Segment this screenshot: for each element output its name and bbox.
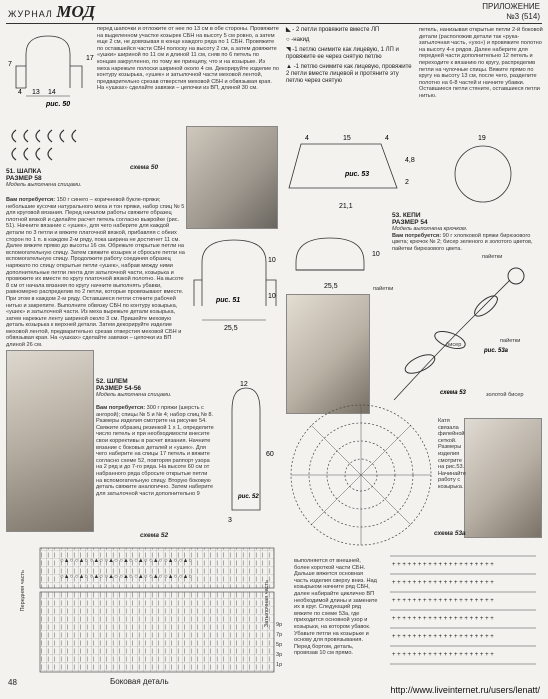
fig53-dim-4b: 4	[385, 135, 389, 142]
continued-instructions: петель, нанизывая открытые петли 2-й боковой детали (расположив детали так «рука-затылочная часть, «ухо») и провяжите полотно на высоту 4-х рядов. Далее наберите для передней части дополнительно 12 петель и переходите к вязанию по кругу, распределив петли на чулочные спицы. Вяжите прямо по кругу на высоту 13 см, после чего, разделите полотно на 6-8 частей и начните убавки. Оставшиеся петли стяните, оставшиеся петли нитью.	[419, 27, 543, 99]
svg-text:+ + + + + + + + + + + + + + +: + + + + + + + + + + + + + + + + + + + +	[392, 580, 494, 586]
brand-prefix: ЖУРНАЛ	[8, 9, 53, 19]
article-53-need: Вам потребуется:	[392, 232, 442, 239]
svg-text:+ + + + + + + + + + + + + + +: + + + + + + + + + + + + + + + + + + + +	[392, 598, 494, 604]
article-52-size: РАЗМЕР 54-56	[96, 385, 142, 392]
article-51-need: Вам потребуется:	[6, 197, 56, 203]
issue-header	[482, 2, 540, 22]
fig52-label: рис. 52	[238, 494, 259, 500]
photo-crochet-cap-model	[286, 294, 370, 414]
svg-text:+ + + + + + + + + + + + + + +: + + + + + + + + + + + + + + + + + + + +	[392, 634, 494, 640]
fig53-label: рис. 53	[345, 171, 370, 178]
chart52-row-labels	[276, 620, 282, 670]
fig52-dim-60: 60	[266, 451, 274, 458]
article-52-text: 300 г пряжи (шерсть с ангорой); спицы № 5 и № 4; набор спиц № 8. Размеры изделия смотрите на рисунке 54. Свяжите образец резинкой 1 х 1, определите число петель и при необходимости внесите свои коррективы в расчет вязания. Начните вязание с боковых деталей и «ушек». Для чего наберите на спицы 17 петель и вяжите согласно схеме 52, повторяя раппорт узора на 2 ряд и до 7-го ряда. На высоте 60 см от набранного ряда сбросьте открытые петли на вспомогательную спицу. Вторую боковую деталь свяжите аналогично. Затем наберите для затылочной части дополнительно 9	[96, 405, 214, 497]
header-rule	[6, 23, 542, 24]
row-label-5: 5р	[276, 642, 283, 648]
chart52-bottom-label: Боковая деталь	[110, 677, 169, 686]
figure-53	[285, 128, 435, 213]
scheme-52-label: схема 52	[140, 532, 169, 539]
fig50-dim-17: 17	[86, 55, 94, 62]
label-paetki-1: пайетки	[373, 286, 394, 292]
article-52-title: 52. ШЛЕМ	[96, 378, 128, 385]
article-53-instructions: выполняется от внешней, более короткой части СБН. Дальше вяжется основная часть изделия сверху вниз. Над козырьком начните ряд СБН, далее набирайте циклично ВП необходимой длины и замените их в круг. Следующий ряд вяжите по схеме 53а, где приходится основной узор и козырьки, на котором убавок. Убавьте петли на козырьке и основу для провязывания. Перед бортом, деталь, провязав 10 см прямо.	[294, 558, 378, 657]
photo-fur-hat-model	[186, 126, 278, 229]
row-label-3: 3р	[276, 652, 283, 658]
fig53-dim-2: 2	[405, 179, 409, 186]
svg-text:+ + + + + + + + + + + + + + +: + + + + + + + + + + + + + + + + + + + +	[392, 616, 494, 622]
magazine-header	[8, 2, 95, 22]
article-51-heading	[6, 168, 186, 189]
issue-number: №3 (514)	[506, 12, 540, 21]
top-instructions: перед шапочки и отложите от нее по 13 см в обе стороны. Провяжите на выделенном участке козырек СБН на высоту 5 см ровно, а затем еще 2 см, не довязывая в конце каждого ряда по 1 СБН. Провяжите по оставшейся части СБН полоску на высоту 2 см, а затем довяжите «ушки» шириной по 11 см и длиной 11 см, сняв по 6 петель по концам закругленно, по тому же принципу, что и на козырьке. Из меха нарежьте полоски шириной около 4 см. Декорируйте изделие по контуру козырька, «ушек» и затылочной части меховой лентой, предварительно срезав отверстия меховой СБН и обвязывая края. На «ушках» сделайте завязки – цепочки из ВП, длиной 30 см.	[97, 26, 279, 92]
caption-katya: Катя связала филейной сеткой. Размеры изделия смотрите на рис.53. Начинайте работу с козырька.	[438, 418, 467, 490]
fig50-dim-4: 4	[18, 89, 22, 96]
section-label: ПРИЛОЖЕНИЕ	[482, 2, 540, 11]
fig51-dim-25-5: 25,5	[224, 325, 238, 332]
fig51-label: рис. 51	[216, 297, 241, 304]
scheme-53a-label: схема 53а	[434, 530, 466, 537]
cap-dim-25-5: 25,5	[324, 283, 338, 290]
label-biser: бисер	[446, 342, 462, 348]
brand-logo: МОД	[56, 2, 95, 21]
article-52-need: Вам потребуется:	[96, 405, 146, 411]
article-53-title: 53. КЕПИ	[392, 212, 421, 219]
legend-item-2: ○ -накид	[286, 37, 310, 43]
figure-53-circle	[448, 128, 538, 213]
svg-text:+ + + + + + + + + + + + + + +: + + + + + + + + + + + + + + + + + + + +	[392, 562, 494, 568]
label-paetki-3: пайетки	[500, 338, 521, 344]
fig50-label: рис. 50	[46, 101, 71, 108]
chart52-front-label: Передняя часть	[20, 570, 26, 612]
fig51-dim-10b: 10	[268, 293, 276, 300]
figure-51	[190, 232, 280, 340]
legend-item-3: ◥ -1 петлю снимите как лицевую, 1 ЛП и провяжите ее через снятую петлю	[286, 47, 399, 60]
scheme-52-chart	[20, 542, 292, 682]
svg-text:○▲○ ○▲○ ○▲○ ○▲○ ○▲○ ○▲○ ○▲○ ○▲: ○▲○ ○▲○ ○▲○ ○▲○ ○▲○ ○▲○ ○▲○ ○▲○ ○▲○	[60, 574, 193, 580]
photo-helmet-model	[6, 350, 94, 532]
article-51-title: 51. ШАПКА	[6, 168, 42, 175]
article-53-size: РАЗМЕР 54	[392, 219, 428, 226]
row-label-9: 9р	[276, 622, 283, 628]
label-paetki-2: пайетки	[482, 254, 503, 260]
cap-side-diagram	[286, 222, 386, 294]
footer-url[interactable]: http://www.liveinternet.ru/users/lenatt/	[390, 685, 540, 695]
label-golden-biser: золотой бисер	[486, 392, 524, 398]
article-53-heading	[392, 212, 542, 252]
fig52-dim-12: 12	[240, 381, 248, 388]
fig52-dim-3: 3	[228, 517, 232, 524]
article-51-body	[6, 197, 186, 347]
row-label-1: 1р	[276, 662, 283, 668]
fig53-dim-4-8: 4,8	[405, 157, 415, 164]
fig51-dim-10a: 10	[268, 257, 276, 264]
article-51-size: РАЗМЕР 58	[6, 175, 42, 182]
article-52-sub: Модель выполнена спицами.	[96, 392, 172, 398]
figure-52	[218, 380, 282, 528]
article-52-body	[96, 405, 214, 529]
fig53-dim-19: 19	[478, 135, 486, 142]
photo-cap-model-2	[464, 418, 542, 538]
scheme-53a-chart	[382, 544, 542, 672]
row-label-7: 7р	[276, 632, 283, 638]
page-number: 48	[8, 678, 17, 687]
fig50-dim-13: 13	[32, 89, 40, 96]
fig53-dim-4a: 4	[305, 135, 309, 142]
article-53-sub: Модель выполнена крючком.	[392, 226, 468, 232]
article-52-heading	[96, 378, 216, 399]
legend-item-1: ◣ - 2 петли провяжите вместе ЛП	[286, 27, 380, 33]
fig50-dim-7: 7	[8, 61, 12, 68]
fig50-dim-14: 14	[48, 89, 56, 96]
article-51-sub: Модель выполнена спицами.	[6, 182, 82, 188]
scheme-50-crescents	[6, 126, 90, 166]
fig53-dim-21-1: 21,1	[339, 203, 353, 210]
article-51-text: 150 г синего – коричневой букле-пряжи; небольшие кусочки натурального меха и тон пряжи, набор спиц № 5 для круговой вязания. Перед началом работы свяжите образец плотной вязкой и сделайте расчет петель согласно выкройке (рис. 51). Начните вязание с «ушек», для чего наберите для каждой детали по 3 петли и вяжите платочной вязкой, прибавляя с обеих сторон по 1 п. в каждом 2-м ряду, пока ширина не достигнет 11 см. Далее вяжите прямо до высоты 16 см. Обрежьте открытые петли на вспомогательную спицу. Затем свяжите козырек и сбросьте петли на вспомогательную спицу. Продолжите работу соединяя образец наряжато по спицу открытые петли «ушек», набрав между ними дополнительные петли лента для затылочной части, козырька и провяжите их вместе по кругу платочной вязкой полотно. На высоте 8 см от начала вязания по кругу начните выполнять убавки, равномерно распределив по 2 петли, которые провязывают вместе. При этом в каждом 2-м ряду. Оставшиеся петли стяните рабочей нитью и закрепите. Выполните обвязку СБН по контуру козырька, «ушек» и затылочной части. Из меха вырежьте детали козырька, затем нарежьте ленту шириной около 3 см. Пришейте меховую деталь козырька к верхней детали. Затем декорируйте изделие меховой лентой, предварительно срезав отверстия меховой СБН и обвязывая края. На «ушках» сделайте завязки – цепочки из ВП длиной 26 см.	[6, 197, 185, 349]
chart52-back-label: Затылочная часть	[264, 580, 270, 628]
article-53-text: 90 г хлопковой пряжи бирюзового цвета; крючок № 2; бисер зеленого и золотого цветов, пайетки бирюзового цвета.	[392, 232, 533, 252]
svg-text:○▲○ ○▲○ ○▲○ ○▲○ ○▲○ ○▲○ ○▲○ ○▲: ○▲○ ○▲○ ○▲○ ○▲○ ○▲○ ○▲○ ○▲○ ○▲○ ○▲○	[60, 558, 193, 564]
svg-text:10: 10	[372, 251, 380, 258]
scheme53-label: схема 53	[440, 390, 466, 396]
stitch-legend	[286, 27, 416, 85]
flower-diagram	[380, 260, 542, 410]
pic53a-label: рис. 53а	[484, 348, 509, 354]
fig53-dim-15: 15	[343, 135, 351, 142]
scheme-53-circle	[286, 400, 436, 550]
scheme-50-label: схема 50	[130, 164, 159, 171]
figure-50	[6, 26, 94, 108]
svg-text:+ + + + + + + + + + + + + + +: + + + + + + + + + + + + + + + + + + + +	[392, 652, 494, 658]
legend-item-4: ▲ -1 петлю снимите как лицевую, провяжите 2 петли вместе лицевой и протяните эту петлю через снятую	[286, 64, 412, 84]
